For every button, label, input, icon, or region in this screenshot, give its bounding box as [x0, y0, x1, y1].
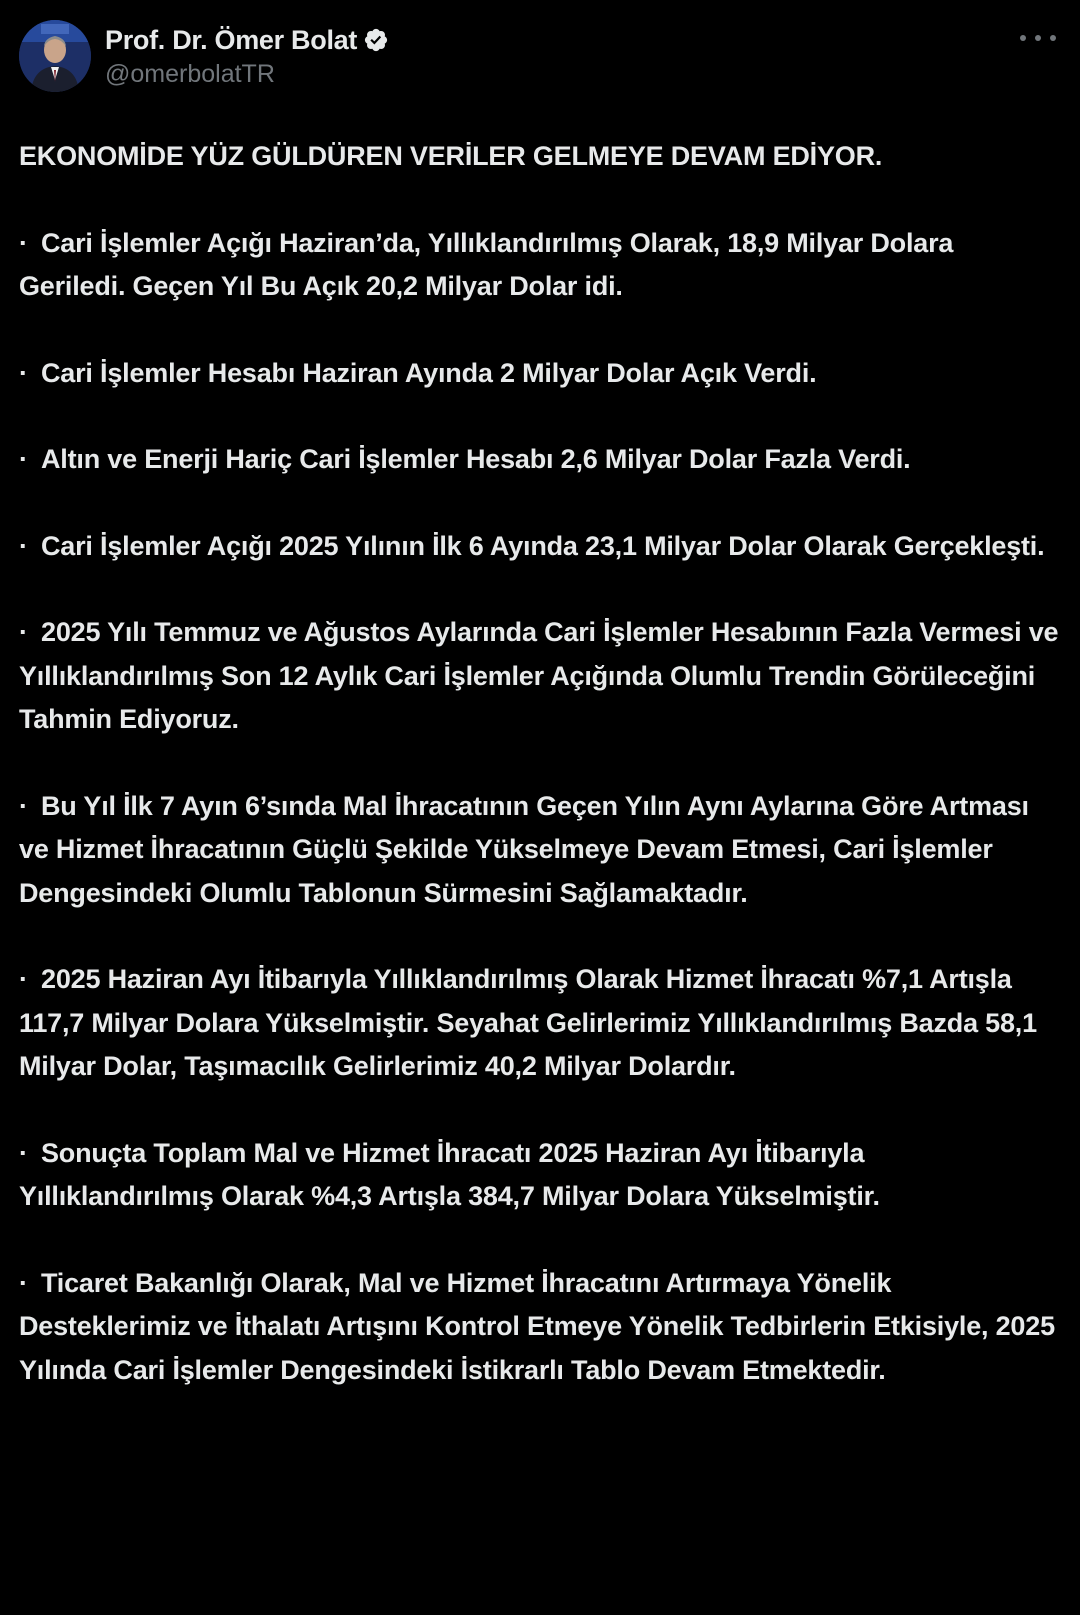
bullet-dot: ·	[19, 790, 28, 821]
post-header	[19, 20, 1062, 98]
bullet-text: Cari İşlemler Açığı 2025 Yılının İlk 6 Ayında 23,1 Milyar Dolar Olarak Gerçekleşti.	[41, 530, 1045, 561]
bullet-dot: ·	[19, 1267, 28, 1298]
bullet-text: Altın ve Enerji Hariç Cari İşlemler Hesabı 2,6 Milyar Dolar Fazla Verdi.	[41, 444, 911, 474]
bullet-text: Cari İşlemler Açığı Haziran’da, Yıllıklandırılmış Olarak, 18,9 Milyar Dolara Geriledi. Geçen Yıl Bu Açık 20,2 Milyar Dolar idi.	[19, 227, 954, 301]
bullet-dot: ·	[19, 357, 28, 388]
avatar-image	[19, 20, 91, 92]
list-item	[19, 958, 1059, 1089]
more-dot-icon	[1035, 35, 1041, 41]
bullet-text: Ticaret Bakanlığı Olarak, Mal ve Hizmet İhracatını Artırmaya Yönelik Desteklerimiz ve İthalatı Artışını Kontrol Etmeye Yönelik Tedbirlerin Etkisiyle, 2025 Yılında Cari İşlemler Dengesindeki İstikrarlı Tablo Devam Etmektedir.	[19, 1267, 1055, 1385]
author-handle[interactable]: @omerbolatTR	[105, 60, 275, 88]
bullet-dot: ·	[19, 227, 28, 258]
bullet-dot: ·	[19, 530, 28, 561]
post-text	[19, 135, 1059, 1392]
list-item	[19, 222, 1059, 309]
display-name-row	[105, 22, 389, 58]
more-options-button[interactable]	[1020, 24, 1056, 52]
bullet-text: Bu Yıl İlk 7 Ayın 6’sında Mal İhracatının Geçen Yılın Aynı Aylarına Göre Artması ve Hizmet İhracatının Güçlü Şekilde Yükselmeye Devam Etmesi, Cari İşlemler Dengesindeki Olumlu Tablonun Sürmesini Sağlamaktadır.	[19, 790, 1029, 908]
more-dot-icon	[1020, 35, 1026, 41]
list-item	[19, 352, 1059, 396]
bullet-text: 2025 Yılı Temmuz ve Ağustos Aylarında Cari İşlemler Hesabının Fazla Vermesi ve Yıllıklandırılmış Son 12 Aylık Cari İşlemler Açığında Olumlu Trendin Görüleceğini Tahmin Ediyoruz.	[19, 617, 1059, 734]
list-item	[19, 785, 1059, 916]
bullet-dot: ·	[19, 617, 28, 647]
bullet-dot: ·	[19, 1137, 28, 1168]
list-item	[19, 1262, 1059, 1393]
bullet-dot: ·	[19, 964, 28, 994]
list-item	[19, 438, 1059, 482]
author-names	[105, 20, 389, 89]
bullet-text: 2025 Haziran Ayı İtibarıyla Yıllıklandırılmış Olarak Hizmet İhracatı %7,1 Artışla 117,7 Milyar Dolara Yükselmiştir. Seyahat Gelirlerimiz Yıllıklandırılmış Bazda 58,1 Milyar Dolar, Taşımacılık Gelirlerimiz 40,2 Milyar Dolardır.	[19, 964, 1037, 1081]
bullet-text: Cari İşlemler Hesabı Haziran Ayında 2 Milyar Dolar Açık Verdi.	[41, 357, 817, 388]
list-item	[19, 1132, 1059, 1219]
more-dot-icon	[1050, 35, 1056, 41]
post-headline: EKONOMİDE YÜZ GÜLDÜREN VERİLER GELMEYE DEVAM EDİYOR.	[19, 141, 883, 171]
bullet-text: Sonuçta Toplam Mal ve Hizmet İhracatı 2025 Haziran Ayı İtibarıyla Yıllıklandırılmış Olarak %4,3 Artışla 384,7 Milyar Dolara Yükselmiştir.	[19, 1137, 880, 1211]
list-item	[19, 611, 1059, 742]
list-item	[19, 525, 1059, 569]
bullet-dot: ·	[19, 444, 28, 474]
author-display-name[interactable]: Prof. Dr. Ömer Bolat	[105, 24, 358, 55]
avatar[interactable]	[19, 20, 91, 92]
verified-badge-icon[interactable]	[363, 27, 389, 53]
